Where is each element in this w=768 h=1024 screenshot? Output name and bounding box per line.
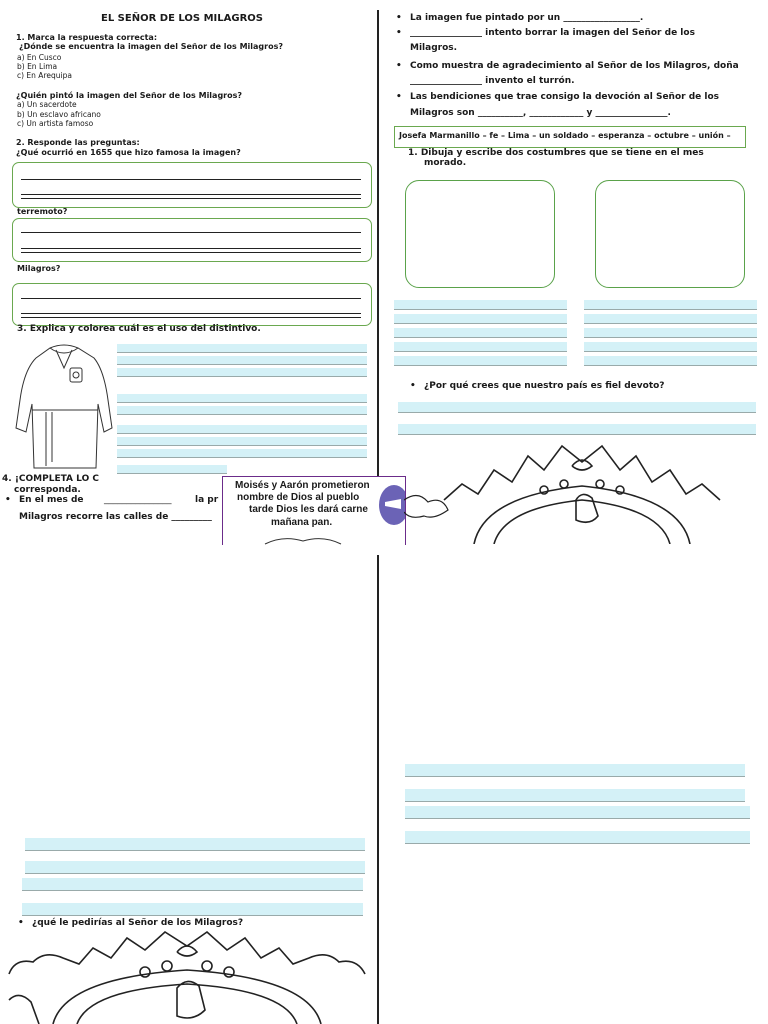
answer-line	[21, 194, 361, 195]
page1-column-divider	[377, 10, 379, 544]
question-devoto: • ¿Por qué crees que nuestro país es fiel devoto?	[424, 382, 665, 391]
answer-line	[21, 313, 361, 314]
speech-popup[interactable]	[222, 476, 406, 545]
completion-item-3-line1: • Como muestra de agradecimiento al Señor de los Milagros, doña	[410, 61, 756, 71]
writing-line[interactable]	[584, 328, 757, 338]
completion-item-2	[410, 28, 756, 38]
q1-option-b[interactable]: b) En Lima	[17, 62, 58, 71]
completion-item-4-line1: • Las bendiciones que trae consigo la devoción al Señor de los	[410, 92, 756, 102]
answer-line	[21, 179, 361, 180]
drawing-frame-1[interactable]	[405, 180, 555, 288]
completion-item-1: • La imagen fue pintado por un _________________.	[410, 14, 643, 23]
completion-item-3-line2: ________________ invento el turrón.	[410, 76, 575, 86]
writing-line[interactable]	[398, 424, 756, 435]
writing-line[interactable]	[117, 465, 227, 474]
writing-line[interactable]	[394, 328, 567, 338]
writing-line[interactable]	[405, 806, 750, 819]
bullet-marker: •	[5, 495, 11, 505]
word-bank-text: Josefa Marmanillo – fe – Lima – un soldado – esperanza – octubre – unión –	[399, 131, 731, 140]
answer-line	[21, 232, 361, 233]
section4-line1-start: En el mes de	[19, 495, 84, 505]
answer-line	[21, 248, 361, 249]
writing-line[interactable]	[117, 356, 367, 365]
writing-line[interactable]	[25, 838, 365, 851]
section1-question1: ¿Dónde se encuentra la imagen del Señor de los Milagros?	[19, 42, 283, 51]
answer-line	[21, 198, 361, 199]
writing-line[interactable]	[117, 449, 367, 458]
answer-box-2[interactable]	[12, 218, 372, 262]
q2-option-b[interactable]: b) Un esclavo africano	[17, 110, 101, 119]
writing-line[interactable]	[117, 406, 367, 415]
word-bank	[394, 126, 746, 148]
completion-item-4	[410, 92, 756, 102]
senor-de-los-milagros-coloring-image	[404, 440, 760, 544]
writing-line[interactable]	[584, 342, 757, 352]
writing-line[interactable]	[398, 402, 756, 413]
section4-line1-blank[interactable]: _______________	[104, 495, 172, 505]
q2-option-c[interactable]: c) Un artista famoso	[17, 119, 94, 128]
section2-question3-tail: Milagros?	[17, 264, 61, 273]
completion-item-2-line2: Milagros.	[410, 43, 458, 53]
writing-line[interactable]	[584, 314, 757, 324]
section4-heading-continued: corresponda.	[14, 485, 81, 495]
worksheet-title: EL SEÑOR DE LOS MILAGROS	[101, 13, 263, 24]
section2-question1: ¿Qué ocurrió en 1655 que hizo famosa la imagen?	[16, 148, 241, 157]
tunic-illustration	[12, 340, 116, 474]
q2-option-a[interactable]: a) Un sacerdote	[17, 100, 77, 109]
section4-line1-end: la pr	[195, 495, 219, 505]
popup-line-4: mañana pan.	[271, 517, 333, 528]
writing-line[interactable]	[25, 861, 365, 874]
writing-line[interactable]	[117, 368, 367, 377]
megaphone-icon	[379, 485, 406, 525]
section2-question2-tail: terremoto?	[17, 207, 68, 216]
question-pedir: • ¿qué le pedirías al Señor de los Milagros?	[32, 919, 243, 928]
writing-line[interactable]	[584, 356, 757, 366]
writing-line[interactable]	[405, 789, 745, 802]
answer-line	[21, 252, 361, 253]
writing-line[interactable]	[22, 878, 363, 891]
answer-line	[21, 317, 361, 318]
section2-heading: 2. Responde las preguntas:	[16, 138, 140, 147]
page2-column-divider	[377, 555, 379, 1024]
q1-option-a[interactable]: a) En Cusco	[17, 53, 62, 62]
senor-de-los-milagros-coloring-image-2	[5, 930, 377, 1024]
writing-line[interactable]	[405, 831, 750, 844]
writing-line[interactable]	[117, 344, 367, 353]
answer-line	[21, 298, 361, 299]
drawing-frame-2[interactable]	[595, 180, 745, 288]
q1-option-c[interactable]: c) En Arequipa	[17, 71, 72, 80]
section1-heading: 1. Marca la respuesta correcta:	[16, 33, 158, 42]
popup-line-1: Moisés y Aarón prometieron	[235, 480, 370, 491]
section1-question2: ¿Quién pintó la imagen del Señor de los Milagros?	[16, 91, 243, 100]
writing-line[interactable]	[117, 437, 367, 446]
answer-box-1[interactable]	[12, 162, 372, 208]
completion-item-4-line2: Milagros son __________, ____________ y ________________.	[410, 108, 671, 118]
writing-line[interactable]	[394, 356, 567, 366]
answer-box-3[interactable]	[12, 283, 372, 326]
writing-line[interactable]	[584, 300, 757, 310]
section3-heading: 3. Explica y colorea cuál es el uso del distintivo.	[17, 324, 261, 334]
popup-line-2: nombre de Dios al pueblo	[237, 492, 360, 503]
writing-line[interactable]	[394, 314, 567, 324]
section4-line2: Milagros recorre las calles de _________	[19, 512, 212, 522]
task1-heading-continued: morado.	[424, 158, 467, 168]
writing-line[interactable]	[394, 300, 567, 310]
completion-item-3	[410, 61, 756, 71]
writing-line[interactable]	[405, 764, 745, 777]
scroll-icon	[263, 535, 343, 545]
writing-line[interactable]	[117, 425, 367, 434]
task1-heading: 1. Dibuja y escribe dos costumbres que se tiene en el mes	[408, 148, 704, 158]
writing-line[interactable]	[117, 394, 367, 403]
writing-line[interactable]	[394, 342, 567, 352]
section4-heading: 4. ¡COMPLETA LO C	[2, 474, 99, 484]
completion-item-2-line1: • ________________ intento borrar la imagen del Señor de los	[410, 28, 756, 38]
popup-line-3: tarde Dios les dará carne	[249, 504, 368, 515]
writing-line[interactable]	[22, 903, 363, 916]
